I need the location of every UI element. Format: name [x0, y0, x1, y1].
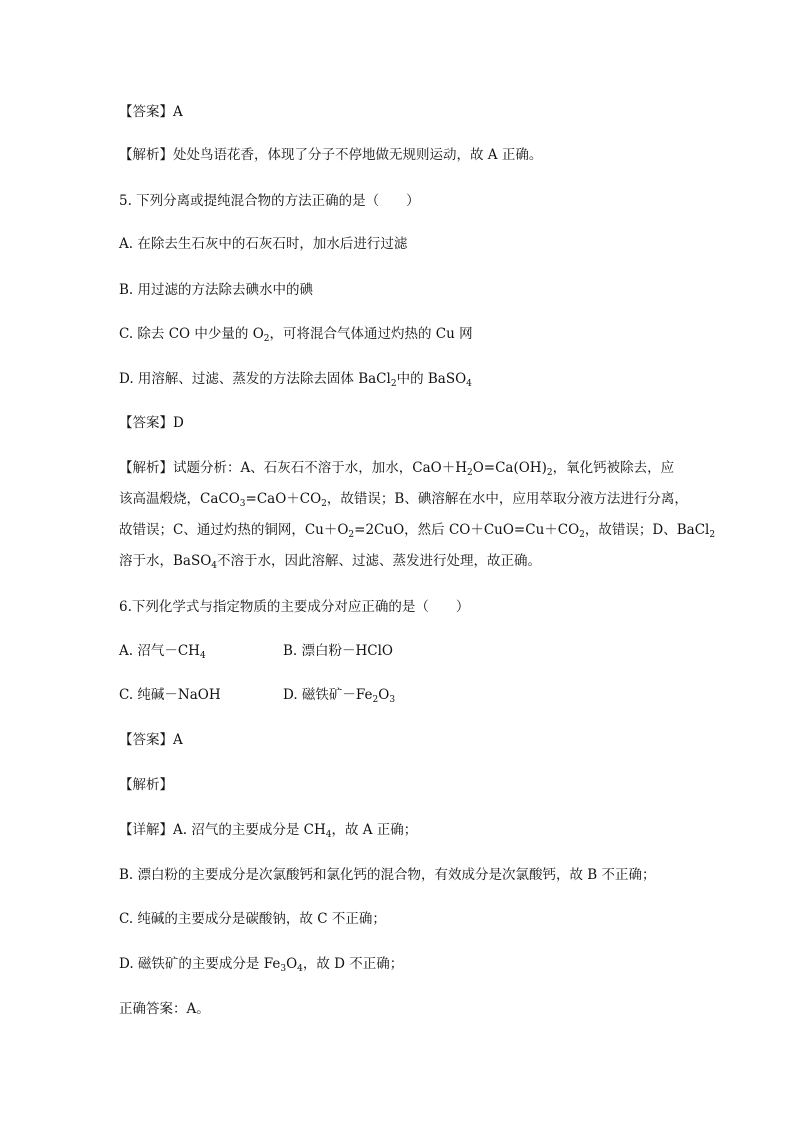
explanation-6-text: 【解析】: [119, 777, 173, 793]
exp5-l3-sub-1: 2: [348, 530, 355, 540]
option-6b: [283, 642, 393, 660]
detail-d-text-3: ，故 D 不正确；: [302, 956, 404, 972]
exp5-l2-sub-1: 3: [239, 499, 246, 509]
option-5d: [119, 370, 472, 388]
detail-c: [119, 910, 386, 928]
option-6d-text-1: D. 磁铁矿－Fe: [283, 687, 373, 703]
final-answer-text: 正确答案：A。: [119, 1001, 210, 1017]
answer-5-text: 【答案】D: [119, 415, 184, 431]
option-5d-text-2: 中的 BaSO: [396, 371, 467, 387]
detail-b: [119, 866, 656, 884]
option-5d-sub-2: 4: [466, 379, 472, 389]
exp5-l1-b: O=Ca(OH): [472, 460, 547, 476]
explanation-4: [119, 146, 542, 164]
exp5-l3-c: ，故错误；D、BaCl: [584, 522, 710, 538]
option-5a-text: A. 在除去生石灰中的石灰石时，加水后进行过滤: [119, 236, 408, 252]
option-6b-text: B. 漂白粉－HClO: [283, 643, 393, 659]
exp5-l3-a: 故错误；C、通过灼热的铜网，Cu＋O: [119, 522, 349, 538]
final-answer: [119, 1000, 210, 1018]
option-6a: [119, 642, 206, 660]
option-5c-sub: 2: [263, 334, 270, 344]
option-5d-text-1: D. 用溶解、过滤、蒸发的方法除去固体 BaCl: [119, 371, 391, 387]
option-5c: [119, 325, 473, 343]
explanation-5-line-4: [119, 552, 541, 570]
answer-5: [119, 414, 184, 432]
exp5-l3-b: =2CuO，然后 CO＋CuO=Cu＋CO: [354, 522, 580, 538]
exp5-l2-b: =CaO＋CO: [245, 491, 322, 507]
explanation-4-text: 【解析】处处鸟语花香，体现了分子不停地做无规则运动，故 A 正确。: [119, 147, 543, 163]
detail-a-sub: 4: [325, 830, 332, 840]
option-6a-text: A. 沼气－CH: [119, 643, 200, 659]
explanation-5-line-2: [119, 490, 688, 508]
answer-6-text: 【答案】A: [119, 732, 183, 748]
exp5-l3-sub-2: 2: [579, 530, 585, 540]
option-5c-text-1: C. 除去 CO 中少量的 O: [119, 326, 264, 342]
detail-d-text-2: O: [286, 956, 298, 972]
answer-6: [119, 731, 183, 749]
exp5-l2-c: ，故错误；B、碘溶解在水中，应用萃取分液方法进行分离，: [326, 491, 688, 507]
detail-b-text: B. 漂白粉的主要成分是次氯酸钙和氯化钙的混合物，有效成分是次氯酸钙，故 B 不正确；: [119, 867, 656, 883]
option-6c-text: C. 纯碱－NaOH: [119, 687, 221, 703]
detail-a-text-2: ，故 A 正确；: [331, 822, 418, 838]
exp5-l3-sub-3: 2: [709, 530, 716, 540]
exp5-l1-sub-1: 2: [466, 468, 473, 478]
option-6d-sub-1: 2: [372, 695, 379, 705]
option-6c: [119, 686, 221, 704]
option-5b: [119, 281, 313, 299]
option-6d: [283, 686, 395, 704]
exp5-l1-c: ，氧化钙被除去，应: [552, 460, 675, 476]
detail-d-sub-2: 4: [297, 964, 303, 974]
detail-d-sub-1: 3: [280, 964, 287, 974]
question-5: [119, 192, 420, 210]
option-5b-text: B. 用过滤的方法除去碘水中的碘: [119, 282, 314, 298]
explanation-6: [119, 776, 173, 794]
exp5-l2-a: 该高温煅烧，CaCO: [119, 491, 240, 507]
option-5a: [119, 235, 407, 253]
detail-d-text-1: D. 磁铁矿的主要成分是 Fe: [119, 956, 281, 972]
question-6-text: 6.下列化学式与指定物质的主要成分对应正确的是（ ）: [119, 599, 470, 615]
option-5d-sub-1: 2: [390, 379, 397, 389]
question-5-text: 5. 下列分离或提纯混合物的方法正确的是（ ）: [119, 193, 420, 209]
exp5-l4-sub-1: 4: [211, 561, 218, 571]
option-6d-text-2: O: [378, 687, 390, 703]
exp5-l1-sub-2: 2: [546, 468, 553, 478]
detail-d: [119, 955, 403, 973]
explanation-5-line-3: [119, 521, 715, 539]
detail-a-text-1: 【详解】A. 沼气的主要成分是 CH: [119, 822, 326, 838]
exp5-l1-a: 【解析】试题分析：A、石灰石不溶于水，加水，CaO＋H: [119, 460, 467, 476]
exp5-l4-a: 溶于水，BaSO: [119, 553, 212, 569]
detail-c-text: C. 纯碱的主要成分是碳酸钠，故 C 不正确；: [119, 911, 386, 927]
option-6a-sub: 4: [199, 651, 206, 661]
option-6d-sub-2: 3: [389, 695, 396, 705]
exp5-l4-b: 不溶于水，因此溶解、过滤、蒸发进行处理，故正确。: [217, 553, 542, 569]
option-5c-text-2: ，可将混合气体通过灼热的 Cu 网: [269, 326, 473, 342]
question-6: [119, 598, 469, 616]
exp5-l2-sub-2: 2: [321, 499, 327, 509]
explanation-5-line-1: [119, 459, 674, 477]
detail-a: [119, 821, 417, 839]
answer-4: [119, 103, 183, 121]
answer-4-text: 【答案】A: [119, 104, 183, 120]
